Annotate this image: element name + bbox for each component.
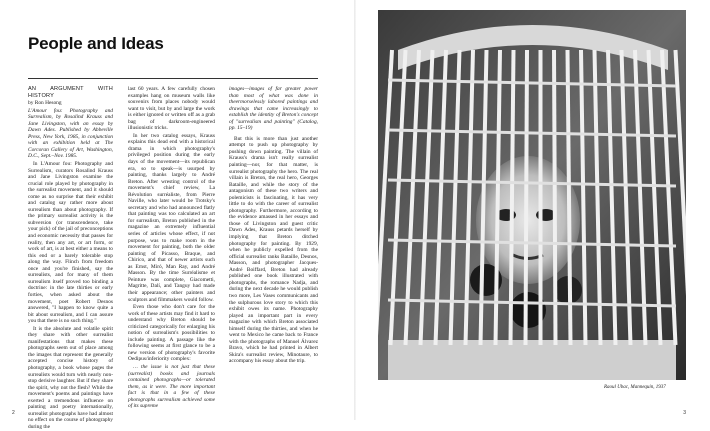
paragraph: It is the absolute and volatile spirit they share with other surrealist manifestations that makes these photographs seem out of place among the images that represent the generally accepted concise history of photography, a book whose pages the surrealists would turn with nearly non-stop derisive laughter. But if they share the spirit, why not the flesh? While the movement's poems and paintings have exerted a tremendous influence on painting and poetry internationally, surrealist photographs have had almost no effect on the course of photography during the — [28, 325, 113, 430]
cage-bar — [526, 50, 528, 345]
book-citation: L'Amour fou: Photography and Surrealism, by Rosalind Krauss and Jane Livingston, with an essay by Dawn Ades. Published by Abbeville Press, New York, 1985, in conjunction with an exhibition held at The Corcoran Gallery of Art, Washington, D.C., Sept.–Nov. 1985. — [28, 107, 113, 160]
paragraph: last 60 years. A few carefully chosen examples hang on museum walls like souvenirs from places nobody would want to visit, but by and large the work is either ignored or written off as a grab bag of darkroom-engineered illusionistic tricks. — [128, 86, 215, 132]
caged-mannequin-photo — [378, 10, 686, 380]
block-quote-continued: images—images of far greater power than most of what was done in theermorselessly labored paintings and drawings that came increasingly to establish the identity of Breton's concept of "surrealism and painting" (Catalog, pp. 15–19) — [229, 86, 318, 132]
page-gutter — [354, 0, 356, 420]
text-column-3 — [229, 86, 318, 366]
text-column-1 — [28, 86, 113, 431]
paragraph: Even those who don't care for the work of these artists may find it hard to understand why Breton should be criticized categorically for enlarging his notion of surrealism's possibilities to include painting. A passage like the following seems at first glance to be a new version of photography's favorite Oedipus/inferiority complex: — [128, 304, 215, 363]
page-number-left: 2 — [12, 410, 15, 416]
block-quote: … the issue is not just that these (surrealist) books and journals contained photographs—or tolerated them, as it were. The more important fact is that in a few of these photographs surrealism achieved some of its supreme — [128, 363, 215, 410]
byline: by Ron Hesong — [28, 100, 62, 107]
page-number-right: 3 — [683, 410, 686, 416]
text-column-2 — [128, 86, 215, 411]
paragraph: In her two catalog essays, Krauss explains this dead end with a historical drama in which photography's privileged position during the early days of the movement—its republican era, so to speak—is usurped by painting, thanks largely to André Breton. After wresting control of the movement's chief review, La Révolution surréaliste, from Pierre Naville, who later would be Trotsky's secretary and who had announced flatly that painting was too calculated an art for surrealism, Breton published in the magazine an extremely influential series of articles whose effect, if not purpose, was to make room in the movement for painting, both the older painting of Picasso, Braque, and Chirico, and that of newer artists such as Ernst, Miró, Man Ray, and André Masson. By the time Surréalisme et Peinture was complete, Giacometti, Magritte, Dalí, and Tanguy had made their appearance; other painters and sculptors and filmmakers would follow. — [128, 132, 215, 303]
section-title: People and Ideas — [28, 34, 164, 53]
paragraph: In L'Amour fou: Photography and Surrealism, curators Rosalind Krauss and Jane Livingston examine the crucial role played by photography in the surrealist movement, and it should come as no surprise that their exhibit and catalog say rather more about surrealism than about photography. If the primary surrealist activity is the subversion (or transcendence, take your pick) of the jail of preconceptions and economic necessity that passes for reality, then any art, or art form, or work of art, is at best either a means to this end or a barely tolerable stop along the way. Flinch from freedom once and you're finished, say the surrealists, and for many of them surrealism itself proved too binding a doctrine: in the late thirties or early forties, when asked about the movement, poet Robert Desnos answered, "I happen to know quite a bit about surrealism, and I can assure you that there is no such thing." — [28, 161, 113, 325]
photo-caption: Raoul Ubac, Mannequin, 1937 — [604, 385, 666, 390]
title-rule — [28, 78, 318, 79]
photo-illustration — [378, 10, 686, 380]
article-headline: AN ARGUMENT WITH HISTORY — [28, 86, 113, 99]
cage-bar — [554, 50, 556, 345]
paragraph: But this is more than just another attempt to push up photography by pushing down painting. The villain of Krauss's drama isn't really surrealist painting—nor, for that matter, is surrealist photography the hero. The real villain is Breton, the real hero, Georges Bataille, and while the story of the antagonism of these two writers and polemicists is fascinating, it has very little to do with the career of surrealist photography. Furthermore, according to the evidence amassed in her essays and those of Livingston and guest critic Dawn Ades, Krauss petards herself by implying that Breton ditched photography for painting. By 1929, when he publicly expelled from the official surrealist ranks Bataille, Desnos, Masson, and photographer Jacques-André Boiffard, Breton had already published one book illustrated with photographs, the romance Nadja, and during the next decade he would publish two more, Les Vases communicants and the sulphurous love story to which this exhibit owes its name. Photography played an important part in every magazine with which Breton associated himself during the thirties, and when he went to Mexico he came back to France with the photographs of Manuel Álvarez Bravo, which he had printed in Albert Skira's surrealist review, Minotaure, to accompany his essay about the trip. — [229, 135, 318, 365]
